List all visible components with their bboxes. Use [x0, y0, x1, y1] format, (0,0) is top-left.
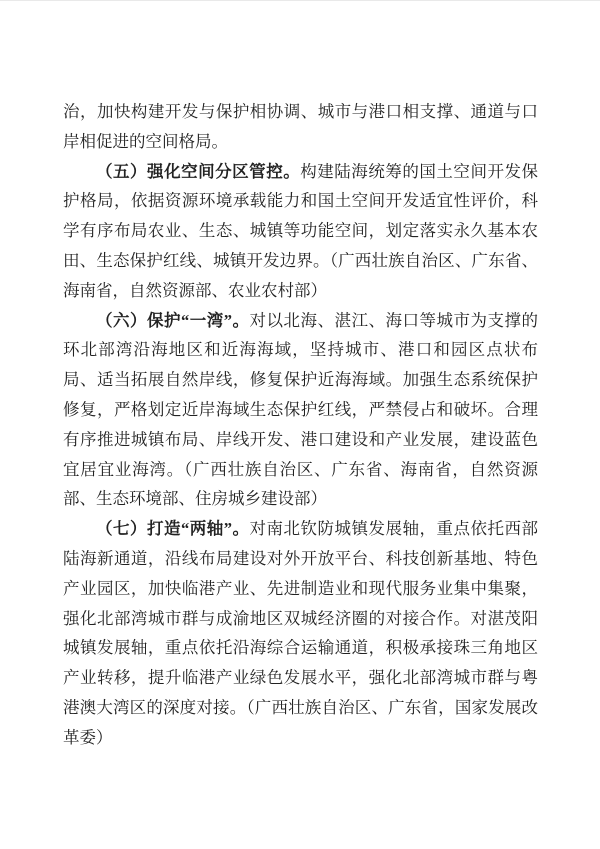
section-heading-text: （五）强化空间分区管控。	[96, 161, 301, 181]
section-heading-text: （七）打造“两轴”。	[96, 519, 250, 539]
document-body	[63, 97, 538, 753]
paragraph	[63, 157, 538, 306]
paragraph	[63, 514, 538, 752]
body-text: 对南北钦防城镇发展轴，重点依托西部陆海新通道，沿线布局建设对外开放平台、科技创新基地、特色产业园区，加快临港产业、先进制造业和现代服务业集中集聚，强化北部湾城市群与成渝地区双城经济圈的对接合作。对湛茂阳城镇发展轴，重点依托沿海综合运输通道，积极承接珠三角地区产业转移，提升临港产业绿色发展水平，强化北部湾城市群与粤港澳大湾区的深度对接。（广西壮族自治区、广东省，国家发展改革委）	[63, 519, 538, 747]
paragraph	[63, 97, 538, 157]
document-page	[0, 1, 600, 849]
body-text: 构建陆海统筹的国土空间开发保护格局，依据资源环境承载能力和国土空间开发适宜性评价，科学有序布局农业、生态、城镇等功能空间，划定落实永久基本农田、生态保护红线、城镇开发边界。（广西壮族自治区、广东省、海南省，自然资源部、农业农村部）	[63, 161, 539, 300]
paragraph	[63, 306, 538, 515]
section-heading-text: （六）保护“一湾”。	[96, 310, 250, 330]
body-text: 对以北海、湛江、海口等城市为支撑的环北部湾沿海地区和近海海域，坚持城市、港口和园区点状布局、适当拓展自然岸线，修复保护近海海域。加强生态系统保护修复，严格划定近岸海域生态保护红线，严禁侵占和破坏。合理有序推进城镇布局、岸线开发、港口建设和产业发展，建设蓝色宜居宜业海湾。（广西壮族自治区、广东省、海南省，自然资源部、生态环境部、住房城乡建设部）	[63, 310, 538, 509]
body-text: 治，加快构建开发与保护相协调、城市与港口相支撑、通道与口岸相促进的空间格局。	[63, 102, 538, 151]
